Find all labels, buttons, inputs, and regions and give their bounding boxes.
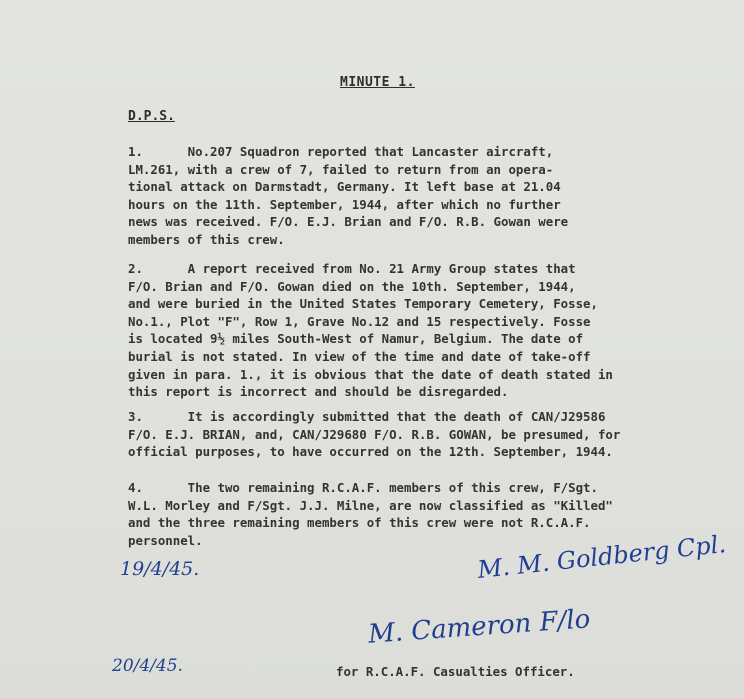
paragraph-line: and the three remaining members of this crew were not R.C.A.F. <box>128 515 591 531</box>
paragraph-line: burial is not stated. In view of the time and date of take-off <box>128 348 591 364</box>
paragraph-line: is located 9½ miles South-West of Namur, Belgium. The date of <box>128 331 584 347</box>
paragraph-line: hours on the 11th. September, 1944, after which no further <box>128 196 561 212</box>
signature-2: M. Cameron F/lo <box>367 604 592 650</box>
paragraph-3 <box>128 408 688 461</box>
page-title: MINUTE 1. <box>340 75 415 90</box>
paragraph-line: personnel. <box>128 532 203 548</box>
paragraph-line: members of this crew. <box>128 231 285 247</box>
paragraph-1 <box>128 143 688 249</box>
paragraph-line: 2. A report received from No. 21 Army Group states that <box>128 261 576 276</box>
addressee: D.P.S. <box>128 109 175 124</box>
paragraph-line: tional attack on Darmstadt, Germany. It left base at 21.04 <box>128 179 561 195</box>
signature-2-container <box>367 604 592 650</box>
paragraph-line: and were buried in the United States Temporary Cemetery, Fosse, <box>128 296 598 312</box>
paragraph-line: this report is incorrect and should be disregarded. <box>128 384 509 400</box>
paragraph-line: 4. The two remaining R.C.A.F. members of this crew, F/Sgt. <box>128 480 598 495</box>
paragraph-line: No.1., Plot "F", Row 1, Grave No.12 and 15 respectively. Fosse <box>128 313 591 329</box>
paragraph-line: official purposes, to have occurred on the 12th. September, 1944. <box>128 444 613 460</box>
paragraph-line: given in para. 1., it is obvious that the date of death stated in <box>128 366 613 382</box>
paragraph-line: 3. It is accordingly submitted that the death of CAN/J29586 <box>128 409 606 424</box>
handwritten-date-2: 20/4/45. <box>112 656 183 676</box>
paragraph-line: F/O. Brian and F/O. Gowan died on the 10th. September, 1944, <box>128 278 576 294</box>
paragraph-line: LM.261, with a crew of 7, failed to return from an opera- <box>128 161 554 177</box>
paragraph-line: 1. No.207 Squadron reported that Lancaster aircraft, <box>128 144 554 159</box>
signoff-line: for R.C.A.F. Casualties Officer. <box>336 664 575 679</box>
paragraph-2 <box>128 260 688 401</box>
paragraph-4 <box>128 479 688 549</box>
paragraph-line: F/O. E.J. BRIAN, and, CAN/J29680 F/O. R.B. GOWAN, be presumed, for <box>128 426 621 442</box>
paragraph-line: W.L. Morley and F/Sgt. J.J. Milne, are now classified as "Killed" <box>128 497 613 513</box>
handwritten-date-1: 19/4/45. <box>120 558 200 580</box>
paragraph-line: news was received. F/O. E.J. Brian and F/O. R.B. Gowan were <box>128 214 569 230</box>
signature-1: M. M. Goldberg Cpl. <box>476 530 728 584</box>
